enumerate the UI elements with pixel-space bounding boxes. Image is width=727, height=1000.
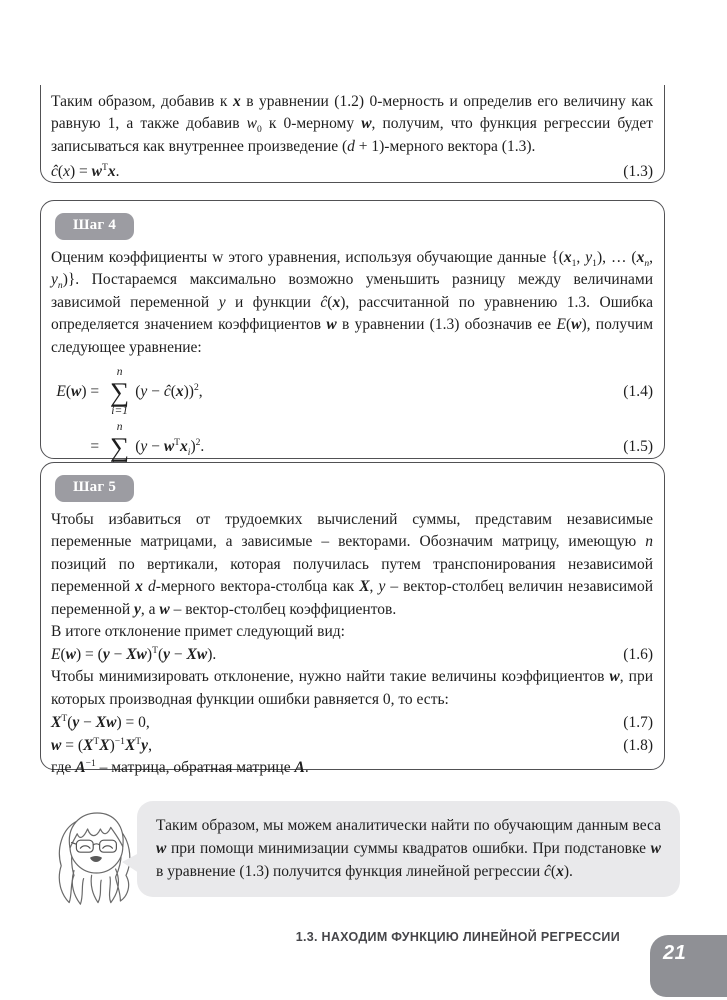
step-4-box bbox=[40, 200, 665, 462]
step-5-paragraph-3: Чтобы минимизировать отклонение, нужно найти такие величины коэффициентов w, при которых производная функции ошибки равняется 0, то есть: bbox=[51, 668, 653, 708]
equation-1-8 bbox=[51, 734, 653, 757]
step-5-paragraph-4: где $A^{-1}$ – матрица, обратная матрице A. bbox=[51, 758, 309, 777]
step-5-paragraph-2: В итоге отклонение примет следующий вид: bbox=[51, 623, 345, 641]
sum-symbol: n ∑ bbox=[110, 421, 130, 462]
equation-1-8-body: $w = (X^TX)^{-1}X^Ty$, bbox=[51, 736, 152, 755]
equation-1-5-lhs: = bbox=[90, 438, 103, 456]
equation-1-4-rhs: (y − ĉ(x))$^2$, bbox=[135, 381, 203, 401]
equation-1-8-number: (1.8) bbox=[623, 737, 653, 755]
equation-1-4 bbox=[51, 367, 653, 417]
equation-1-7 bbox=[51, 711, 653, 734]
equation-1-4-number: (1.4) bbox=[623, 383, 653, 401]
intro-paragraph: Таким образом, добавив к x в уравнении (1.2) 0-мерность и определив его величину как равную 1, а также добавив $w_0$ к 0-мерному w, получим, что функция регрессии будет записываться как внутреннее произведение (d + 1)-мерного вектора (1.3). bbox=[51, 93, 653, 155]
speech-bubble-text: Таким образом, мы можем аналитически найти по обучающим данным веса w при помощи минимизации суммы квадратов ошибки. При подстановке w в уравнение (1.3) получится функция линейной регрессии ĉ(x). bbox=[156, 817, 661, 880]
step-5-badge: Шаг 5 bbox=[55, 475, 134, 502]
step-4-badge: Шаг 4 bbox=[55, 213, 134, 240]
step-5-box bbox=[40, 462, 665, 777]
equation-1-3-body: ĉ(x) = $w^Tx$. bbox=[51, 162, 120, 181]
equation-1-4-lhs: E(w) = bbox=[56, 383, 103, 401]
running-head: 1.3. НАХОДИМ ФУНКЦИЮ ЛИНЕЙНОЙ РЕГРЕССИИ bbox=[295, 930, 620, 944]
equation-1-7-number: (1.7) bbox=[623, 714, 653, 732]
equation-1-5-rhs: $(y - w^Tx_i)^2$. bbox=[135, 436, 205, 459]
equation-1-7-body: $X^T(y - Xw) = 0$, bbox=[51, 713, 150, 732]
equation-1-3-number: (1.3) bbox=[623, 163, 653, 181]
step-5-paragraph-1: Чтобы избавиться от трудоемких вычислений суммы, представим независимые переменные матрицами, а зависимые – векторами. Обозначим матрицу, имеющую n позиций по вертикали, которая получилась путем транспонирования независимой переменной x d-мерного вектора-столбца как X, y – вектор-столбец величин независимой переменной y, а w – вектор-столбец коэффициентов. bbox=[51, 511, 653, 618]
sum-symbol: n ∑ i=1 bbox=[110, 366, 130, 417]
equation-1-6-body: $E(w) = (y - Xw)^T(y - Xw)$. bbox=[51, 645, 217, 664]
equation-1-6 bbox=[51, 643, 653, 666]
equation-1-3 bbox=[51, 160, 653, 183]
speech-bubble bbox=[137, 801, 680, 897]
step-4-paragraph: Оценим коэффициенты w этого уравнения, используя обучающие данные {($x_1$, $y_1$), … ($x_n$, $y_n$)}. Постараемся максимально возможно уменьшить разницу между величинами зависимой переменной y и функции ĉ(x), рассчитанной по уравнению 1.3. Ошибка определяется значением коэффициентов w в уравнении (1.3) обозначив ее E(w), получим следующее уравнение: bbox=[51, 249, 654, 356]
equation-1-5-number: (1.5) bbox=[623, 438, 653, 456]
page-number-tab bbox=[650, 935, 727, 997]
page-number: 21 bbox=[663, 942, 687, 964]
equation-1-6-number: (1.6) bbox=[623, 646, 653, 664]
intro-continuation-box bbox=[40, 85, 665, 183]
